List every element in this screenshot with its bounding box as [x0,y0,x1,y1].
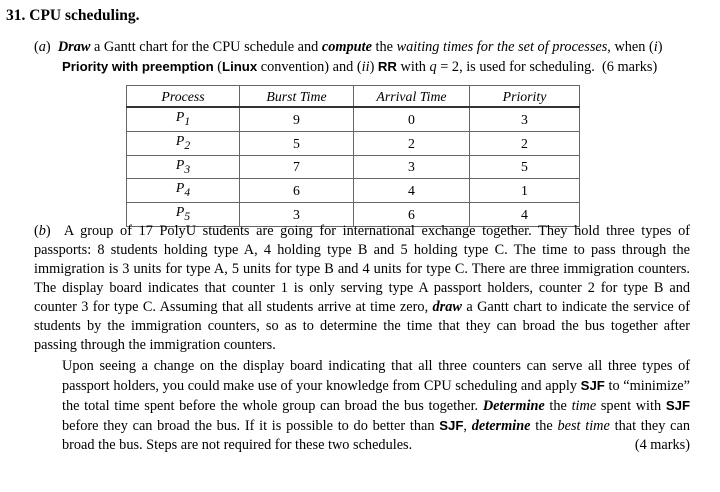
priority-cell: 1 [470,179,580,203]
header-process: Process [127,86,240,108]
arrival-cell: 6 [354,203,470,227]
sjf-term: SJF [580,378,605,393]
sjf-term: SJF [439,418,464,433]
priority-cell: 2 [470,131,580,155]
process-cell: $P_1$ [127,107,240,131]
burst-cell: 7 [240,155,354,179]
priority-cell: 3 [470,107,580,131]
process-cell: $P_5$ [127,203,240,227]
part-a-label: a [38,39,46,55]
table-row [127,155,580,179]
linux-term: Linux [222,59,258,74]
part-a-line-1: (a) Draw a Gantt chart for the CPU schedule and compute the waiting times for the set of processes, when (i) [34,39,663,55]
table-row [127,179,580,203]
question-number: 31. [6,7,26,24]
part-b [34,222,690,355]
table-row [127,131,580,155]
priority-cell: 4 [470,203,580,227]
process-table [126,85,580,227]
burst-cell: 3 [240,203,354,227]
burst-cell: 6 [240,179,354,203]
part-b-paragraph-1: (b) A group of 17 PolyU students are going for international exchange together. They hold three types of passports: 8 students holding type A, 4 holding type B and 5 holding type C. The time to pass through the immigration is 3 units for type A, 5 units for type B and 4 units for type C. There are three immigration counters. The display board indicates that counter 1 is only serving type A passport holders, counter 2 for type B and counter 3 for type C. Assuming that all students arrive at time zero, draw a Gantt chart to indicate the service of students by the immigration counters, so as to determine the time that they can broad the bus together after passing through the immigration counters. [34,223,690,353]
determine-keyword: determine [471,418,531,434]
header-priority: Priority [470,86,580,108]
rr-term: RR [377,59,397,74]
arrival-cell: 4 [354,179,470,203]
priority-preemption-term: Priority with preemption [62,59,214,74]
process-cell: $P_4$ [127,179,240,203]
part-b-paragraph-2: Upon seeing a change on the display board indicating that all three counters can serve all three types of passport holders, you could make use of your knowledge from CPU scheduling and apply SJF to “minimize” the total time spent before the whole group can broad the bus together. Determine the time spent with SJF before they can broad the bus. If it is possible to do better than SJF, determine the best time that they can broad the bus. Steps are not required for these two schedules. (4 marks) [62,358,690,453]
part-b-marks: (4 marks) [634,437,690,453]
arrival-cell: 3 [354,155,470,179]
table-row [127,107,580,131]
draw-keyword: draw [432,299,462,315]
arrival-cell: 0 [354,107,470,131]
question-title-text: CPU scheduling. [29,7,140,24]
sjf-term: SJF [665,398,690,413]
process-cell: $P_3$ [127,155,240,179]
process-cell: $P_2$ [127,131,240,155]
draw-keyword: Draw [57,39,91,55]
part-a-line-2: Priority with preemption (Linux convention) and (ii) RR with q = 2, is used for scheduling. (6 marks) [62,59,658,75]
compute-keyword: compute [321,39,372,55]
question-title [6,6,140,25]
header-arrival-time: Arrival Time [354,86,470,108]
arrival-cell: 2 [354,131,470,155]
burst-cell: 9 [240,107,354,131]
header-burst-time: Burst Time [240,86,354,108]
part-b-label: b [38,223,46,239]
priority-cell: 5 [470,155,580,179]
burst-cell: 5 [240,131,354,155]
part-a [34,38,710,77]
part-a-marks: (6 marks) [602,59,658,75]
table-header-row [127,86,580,108]
determine-keyword: Determine [482,398,545,414]
